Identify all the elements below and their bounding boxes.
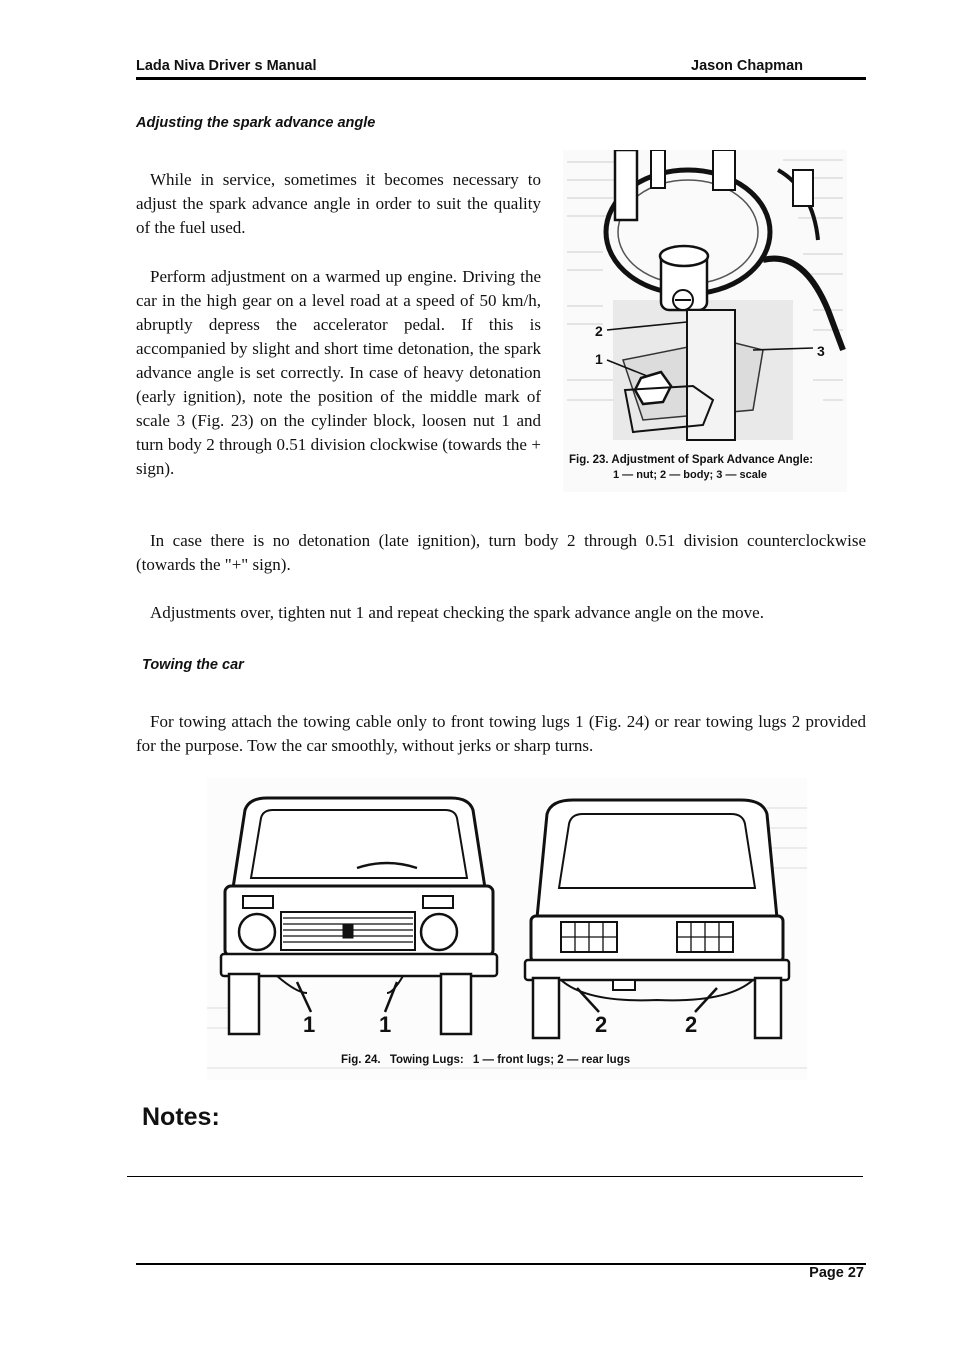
section-heading-towing: Towing the car <box>142 657 244 673</box>
fig24-caption-bold: Towing Lugs: <box>389 1054 464 1066</box>
fig23-label-2: 2 <box>595 323 603 339</box>
spark-advance-illustration <box>563 150 847 492</box>
paragraph-late-ignition: In case there is no detonation (late ignition), turn body 2 through 0.51 division counterclockwise (towards the "+" sign). <box>136 531 866 574</box>
paragraph-spark-procedure: Perform adjustment on a warmed up engine. Driving the car in the high gear on a level road at a speed of 50 km/h, abruptly depress the accelerator pedal. If this is accompanied by slight and short time detonation, the spark advance angle is set correctly. In case of heavy detonation (early ignition), note the position of the middle mark of scale 3 (Fig. 23) on the cylinder block, loosen nut 1 and turn body 2 through 0.51 division clockwise (towards the + sign). <box>136 267 541 478</box>
header-author: Jason Chapman <box>691 58 803 74</box>
notes-heading: Notes: <box>142 1103 220 1131</box>
towing-lugs-illustration <box>207 778 807 1080</box>
paragraph-adjustments-over: Adjustments over, tighten nut 1 and repeat checking the spark advance angle on the move. <box>150 603 764 622</box>
header-title: Lada Niva Driver s Manual <box>136 58 317 74</box>
rear-lug-label-a: 2 <box>595 1012 608 1037</box>
section-heading-spark: Adjusting the spark advance angle <box>136 115 376 131</box>
front-lug-label-a: 1 <box>303 1012 316 1037</box>
page-number: Page 27 <box>809 1265 864 1281</box>
figure-23 <box>563 150 847 492</box>
fig23-caption-line2: 1 — nut; 2 — body; 3 — scale <box>613 469 768 481</box>
header-rule <box>136 77 866 80</box>
fig23-label-3: 3 <box>817 343 825 359</box>
front-lug-label-b: 1 <box>379 1012 392 1037</box>
paragraph-towing: For towing attach the towing cable only to front towing lugs 1 (Fig. 24) or rear towing lugs 2 provided for the purpose. Tow the car smoothly, without jerks or sharp turns. <box>136 712 866 755</box>
fig24-caption-prefix: Fig. 24. <box>341 1054 381 1066</box>
rear-lug-label-b: 2 <box>685 1012 698 1037</box>
fig23-label-1: 1 <box>595 351 603 367</box>
footer-rule <box>136 1263 866 1265</box>
notes-rule <box>127 1176 863 1177</box>
paragraph-spark-intro: While in service, sometimes it becomes necessary to adjust the spark advance angle in order to suit the quality of the fuel used. <box>136 170 541 237</box>
fig24-caption-rest: 1 — front lugs; 2 — rear lugs <box>472 1054 631 1066</box>
figure-24 <box>207 778 807 1080</box>
fig23-caption-line1: Fig. 23. Adjustment of Spark Advance Angle: <box>569 454 814 466</box>
